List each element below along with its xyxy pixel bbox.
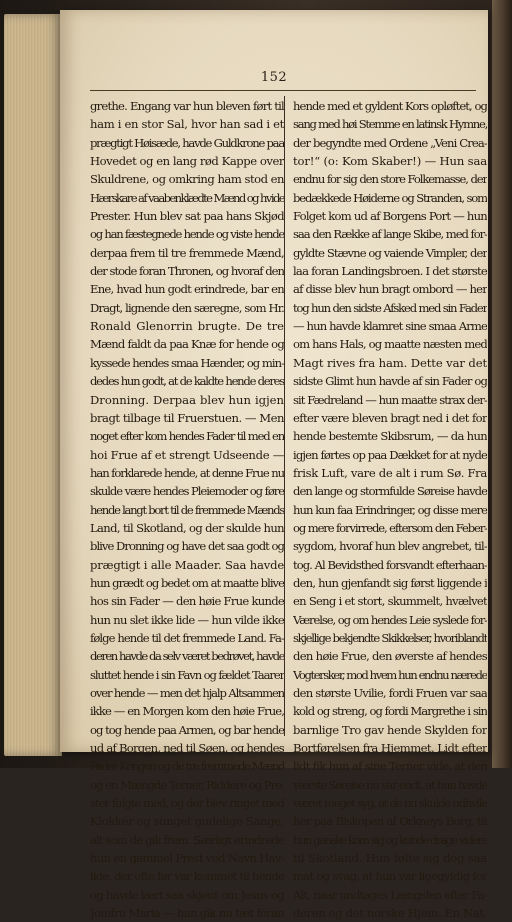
text-line: hun grædt og bedet om at maatte blive xyxy=(90,575,284,590)
text-line: ster fulgte med, og der blev ringet med xyxy=(90,796,284,811)
text-line: om hans Hals, og maatte næsten med xyxy=(293,337,487,352)
text-line: Værelse, og om hendes Leie syslede for- xyxy=(293,612,487,627)
text-line: Folget kom ud af Borgens Port — hun xyxy=(293,209,487,224)
text-line: lide, der ofte før var kommet til hende xyxy=(90,869,284,884)
text-line: Klokker og sunget gudelige Sange, xyxy=(90,814,284,829)
text-line: Mænd faldt da paa Knæ for hende og xyxy=(90,337,284,352)
text-line: sit Fædreland — hun maatte strax der- xyxy=(293,392,487,407)
text-line: skjellige bekjendte Skikkelser, hvoriblandt xyxy=(293,630,487,645)
text-line: sygdom, hvoraf hun blev angrebet, til- xyxy=(293,539,487,554)
text-line: sidste Glimt hun havde af sin Fader og xyxy=(293,374,487,389)
text-line: deren og det norske Hjem. En Nat, xyxy=(293,906,487,921)
text-line: Ene, hvad hun godt erindrede, bar en xyxy=(90,282,284,297)
text-line: den, hun gjenfandt sig først liggende i xyxy=(293,575,487,590)
text-line: Dragt, lignende den særegne, som Hr. xyxy=(90,300,284,315)
text-line: efter være bleven bragt ned i det for xyxy=(293,410,487,425)
text-line: dedes hun godt, at de kaldte hende deres xyxy=(90,374,284,389)
text-line: Hærskare af vaabenklædte Mænd og hvide xyxy=(90,190,284,205)
text-line: af disse blev hun bragt ombord — her xyxy=(293,282,487,297)
text-line: den høie Frue, den øverste af hendes xyxy=(293,649,487,664)
text-line: kold og streng, og fordi Margrethe i sin xyxy=(293,704,487,719)
text-line: hun nu slet ikke lide — hun vilde ikke xyxy=(90,612,284,627)
book-page xyxy=(60,10,488,921)
text-line: mat og svag, at hun var ligegyldig for xyxy=(293,869,487,884)
text-line: Jomfru Maria — han gik nu tæt foran xyxy=(90,906,284,921)
text-line: kyssede hendes smaa Hænder, og min- xyxy=(90,355,284,370)
text-line: sluttet hende i sin Favn og fældet Taarer xyxy=(90,667,284,682)
text-line: tor!“ (o: Kom Skaber!) — Hun saa xyxy=(293,154,487,169)
text-line: Fader Kongen og de tre fremmede Mænd xyxy=(90,759,284,774)
text-line: endnu for sig den store Folkemasse, der xyxy=(293,172,487,187)
text-line: Dronning. Derpaa blev hun igjen xyxy=(90,392,284,407)
text-line: deren havde da selv været bedrøvet, havde xyxy=(90,649,284,664)
text-line: Land, til Skotland, og der skulde hun xyxy=(90,520,284,535)
text-line: igjen førtes op paa Dækket for at nyde xyxy=(293,447,487,462)
text-line: bedækkede Høiderne og Stranden, som xyxy=(293,190,487,205)
text-line: skulde være hendes Pleiemoder og føre xyxy=(90,484,284,499)
page-edges xyxy=(4,14,62,756)
text-line: gyldte Stævne og vaiende Vimpler, der xyxy=(293,245,487,260)
text-line: og en Mængde Terner, Riddere og Pre- xyxy=(90,777,284,792)
text-line: her paa Biskopen af Orkneys Borg, til xyxy=(293,814,487,829)
text-line: hun ganske kom sig og kunde drage videre xyxy=(293,832,487,847)
text-line: ud af Borgen, ned til Søen, og hendes xyxy=(90,741,284,756)
text-line: prægtigt Høisæde, havde Guldkrone paa xyxy=(90,135,284,150)
text-line: lidt fik hun af sine Terner vide, at den xyxy=(293,759,487,774)
text-line: ham i en stor Sal, hvor han sad i et xyxy=(90,117,284,132)
text-line: — hun havde klamret sine smaa Arme xyxy=(293,319,487,334)
text-line: tog hun den sidste Afsked med sin Fader xyxy=(293,300,487,315)
text-line: værste Søreise nu var endt, at hun havde xyxy=(293,777,487,792)
text-line: grethe. Engang var hun bleven ført til xyxy=(90,99,284,113)
text-line: Magt rives fra ham. Dette var det xyxy=(293,355,487,370)
text-line: der stode foran Thronen, og hvoraf den xyxy=(90,264,284,279)
text-line: Alt, naar undtages Længslen efter Fa- xyxy=(293,887,487,902)
text-line: han forklarede hende, at denne Frue nu xyxy=(90,465,284,480)
text-line: frisk Luft, vare de alt i rum Sø. Fra xyxy=(293,465,487,480)
header-rule xyxy=(90,90,476,91)
text-line: været meget syg, at de nu skulde udhvile xyxy=(293,796,487,811)
text-line: hende bestemte Skibsrum, — da hun xyxy=(293,429,487,444)
text-line: Skuldrene, og omkring ham stod en xyxy=(90,172,284,187)
text-line: hos sin Fader — den høie Frue kunde xyxy=(90,594,284,609)
text-line: hun kun faa Erindringer, og disse mere xyxy=(293,502,487,517)
text-line: hun en gammel Prest ved Navn Hav- xyxy=(90,851,284,866)
text-line: ikke — en Morgen kom den høie Frue, xyxy=(90,704,284,719)
text-line: en Seng i et stort, skummelt, hvælvet xyxy=(293,594,487,609)
text-line: følge hende til det fremmede Land. Fa- xyxy=(90,630,284,645)
column-divider xyxy=(284,96,285,736)
text-line: til Skotland. Hun følte sig dog saa xyxy=(293,851,487,866)
book-spine xyxy=(492,0,512,768)
text-line: laa foran Landingsbroen. I det største xyxy=(293,264,487,279)
text-line: noget efter kom hendes Fader til med en xyxy=(90,429,284,444)
text-column-left xyxy=(90,97,284,922)
text-line: tog. Al Bevidsthed forsvandt efterhaan- xyxy=(293,557,487,572)
text-line: blive Dronning og have det saa godt og xyxy=(90,539,284,554)
text-line: Ronald Glenorrin brugte. De tre xyxy=(90,319,284,334)
text-line: over hende — men det hjalp Altsammen xyxy=(90,686,284,700)
text-line: den største Uvilie, fordi Fruen var saa xyxy=(293,686,487,700)
text-line: sang med høi Stemme en latinsk Hymne, xyxy=(293,117,487,132)
text-line: hende med et gyldent Kors opløftet, og xyxy=(293,99,487,113)
text-line: der begyndte med Ordene „Veni Crea- xyxy=(293,135,487,150)
text-line: Bortførelsen fra Hjemmet. Lidt efter xyxy=(293,741,487,756)
text-line: Vogtersker, mod hvem hun endnu nærede xyxy=(293,667,487,682)
text-line: alt som de gik frem. Særligt erindrede xyxy=(90,832,284,847)
text-line: barnlige Tro gav hende Skylden for xyxy=(293,722,487,737)
text-line: og mere forvirrede, eftersom den Feber- xyxy=(293,520,487,535)
text-line: og havde lært saa skjønt om Jesus og xyxy=(90,887,284,902)
text-line: derpaa frem til tre fremmede Mænd, xyxy=(90,245,284,260)
text-line: hende langt bort til de fremmede Mænds xyxy=(90,502,284,517)
text-line: hoi Frue af et strengt Udseende — xyxy=(90,447,284,462)
text-line: prægtigt i alle Maader. Saa havde xyxy=(90,557,284,572)
text-column-right xyxy=(293,97,487,922)
text-line: og han fæstegnede hende og viste hende xyxy=(90,227,284,242)
text-line: Prester. Hun blev sat paa hans Skjød xyxy=(90,209,284,224)
text-line: saa den Række af lange Skibe, med for- xyxy=(293,227,487,242)
text-line: Hovedet og en lang rød Kappe over xyxy=(90,154,284,169)
text-line: og tog hende paa Armen, og bar hende xyxy=(90,722,284,737)
text-line: den lange og stormfulde Søreise havde xyxy=(293,484,487,499)
text-line: bragt tilbage til Fruerstuen. — Men xyxy=(90,410,284,425)
page-number: 152 xyxy=(260,70,288,85)
